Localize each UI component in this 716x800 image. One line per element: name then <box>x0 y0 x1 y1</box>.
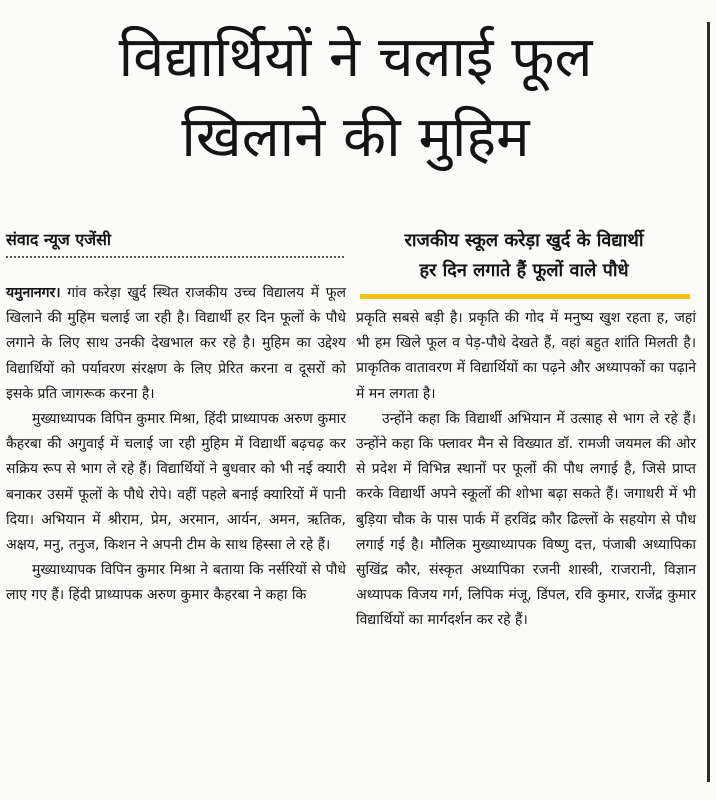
subheadline-line-2: हर दिन लगाते हैं फूलों वाले पौधे <box>419 260 629 281</box>
article-paragraph: प्रकृति सबसे बड़ी है। प्रकृति की गोद में मनुष्य खुश रहता ह, जहां भी हम खिले फूल व पेड़-पौधे देखते हैं, वहां बहुत शांति मिलती है। प्राकृतिक वातावरण में विद्यार्थियों का पढ़ने और अध्यापकों का पढ़ाने में मन लगता है। <box>356 310 696 402</box>
subheadline-underline <box>360 294 690 299</box>
dateline: यमुनानगर। <box>6 285 61 301</box>
headline <box>18 18 693 178</box>
article-paragraph: मुख्याध्यापक विपिन कुमार मिश्रा, हिंदी प्राध्यापक अरुण कुमार कैहरबा की अगुवाई में चलाई जा रही मुहिम में विद्यार्थी बढ़चढ़ कर सक्रिय रूप से भाग ले रहे हैं। विद्यार्थियों ने बुधवार को भी नई क्यारी बनाकर उसमें फूलों के पौधे रोपे। वहीं पहले बनाई क्यारियों में पानी दिया। अभियान में श्रीराम, प्रेम, अरमान, आर्यन, अमन, ऋतिक, अक्षय, मनु, तनुज, किशन ने अपनी टीम के साथ हिस्सा ले रहे हैं। <box>6 411 346 554</box>
byline: संवाद न्यूज एजेंसी <box>6 230 112 249</box>
headline-line-2: खिलाने की मुहिम <box>181 105 530 170</box>
subheadline-line-1: राजकीय स्कूल करेड़ा खुर्द के विद्यार्थी <box>404 230 644 251</box>
article-paragraph <box>6 281 346 407</box>
byline-divider <box>6 256 344 258</box>
subheadline <box>355 226 693 286</box>
article-paragraph: मुख्याध्यापक विपिन कुमार मिश्रा ने बताया कि नर्सरियों से पौधे लाए गए हैं। हिंदी प्राध्यापक अरुण कुमार कैहरबा ने कहा कि <box>6 562 346 604</box>
headline-line-1: विद्यार्थियों ने चलाई फूल <box>118 25 593 90</box>
article-paragraph: उन्होंने कहा कि विद्यार्थी अभियान में उत्साह से भाग ले रहे हैं। उन्होंने कहा कि फ्लावर मैन से विख्यात डॉ. रामजी जयमल की ओर से प्रदेश में विभिन्न स्थानों पर फूलों की पौध लगाई है, जिसे प्राप्त करके विद्यार्थी अपने स्कूलों की शोभा बढ़ा सकते हैं। जगाधरी में भी बुड़िया चौक के पास पार्क में हरविंद्र कौर ढिल्लों के सहयोग से पौध लगाई गई है। मौलिक मुख्याध्यापक विष्णु दत्त, पंजाबी अध्यापिका सुखिंद्र कौर, संस्कृत अध्यापिका रजनी शास्त्री, राजरानी, विज्ञान अध्यापक विजय गर्ग, लिपिक मंजू, डिंपल, रवि कुमार, राजेंद्र कुमार विद्यार्थियों का मार्गदर्शन कर रहे हैं। <box>356 410 696 629</box>
article-column-right <box>356 306 696 634</box>
article-column-left <box>6 281 346 609</box>
paragraph-text: गांव करेड़ा खुर्द स्थित राजकीय उच्च विद्यालय में फूल खिलाने की मुहिम चलाई जा रही है। विद्यार्थी हर दिन फूलों के पौधे लगाने के लिए साथ उनकी देखभाल कर रहे है। मुहिम का उद्देश्य विद्यार्थियों को पर्यावरण संरक्षण के लिए प्रेरित करना व दूसरों को इसके प्रति जागरूक करना है। <box>6 285 346 402</box>
column-rule <box>707 22 710 782</box>
